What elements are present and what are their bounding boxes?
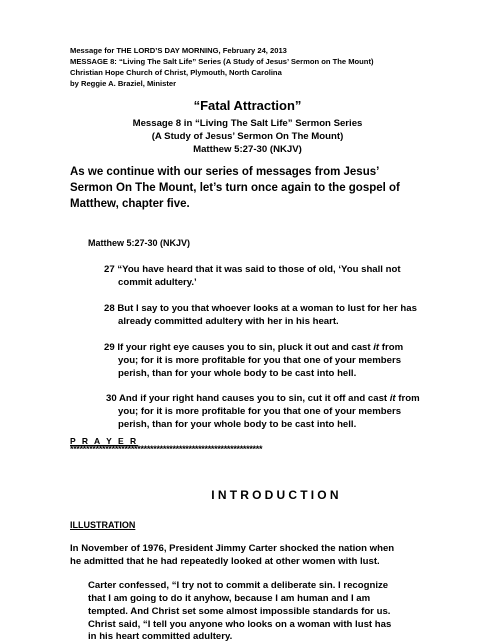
header-line-message: MESSAGE 8: “Living The Salt Life” Series (A Study of Jesus’ Sermon on The Mount) — [70, 57, 374, 66]
verse-30-line: you; for it is more profitable for you that one of your members — [118, 406, 402, 417]
verse-28-line: already committed adultery with her in his heart. — [118, 316, 339, 327]
carter-quote-line: in his heart committed adultery. — [88, 631, 233, 642]
intro-paragraph-line: Matthew, chapter five. — [70, 198, 190, 210]
illustration-paragraph-line: In November of 1976, President Jimmy Carter shocked the nation when — [70, 543, 395, 554]
carter-quote-line: Carter confessed, “I try not to commit a deliberate sin. I recognize — [88, 580, 389, 591]
intro-paragraph-line: As we continue with our series of messages from Jesus’ — [70, 166, 380, 178]
sermon-subtitle-series: Message 8 in “Living The Salt Life” Sermon Series — [132, 118, 363, 129]
carter-quote-line: that I am going to do it anyhow, because I am human and I am — [88, 593, 371, 604]
sermon-subtitle-study: (A Study of Jesus’ Sermon On The Mount) — [151, 131, 344, 142]
verse-30-italic-word: it — [389, 393, 396, 404]
verse-29-line: you; for it is more profitable for you that one of your members — [118, 355, 402, 366]
sermon-subtitle-reference: Matthew 5:27-30 (NKJV) — [193, 144, 302, 155]
scripture-reference: Matthew 5:27-30 (NKJV) — [88, 238, 191, 248]
intro-paragraph-line: Sermon On The Mount, let’s turn once again to the gospel of — [70, 182, 400, 194]
verse-29-line: 29 If your right eye causes you to sin, pluck it out and cast it from — [104, 342, 404, 353]
carter-quote-line: Christ said, “I tell you anyone who looks on a woman with lust has — [88, 619, 392, 630]
verse-30-line: 30 And if your right hand causes you to sin, cut it off and cast it from — [106, 393, 420, 404]
verse-30-line: perish, than for your whole body to be cast into hell. — [118, 419, 357, 430]
verse-29-italic-word: it — [373, 342, 380, 353]
introduction-heading: INTRODUCTION — [211, 488, 342, 502]
header-line-author: by Reggie A. Braziel, Minister — [70, 79, 177, 88]
prayer-label: P R A Y E R — [70, 436, 139, 446]
sermon-title: “Fatal Attraction” — [193, 98, 302, 113]
verse-29-line: perish, than for your whole body to be cast into hell. — [118, 368, 357, 379]
verse-27-line: 27 “You have heard that it was said to those of old, ‘You shall not — [104, 264, 401, 275]
carter-quote-line: tempted. And Christ set some almost impossible standards for us. — [88, 606, 391, 617]
header-line-church: Christian Hope Church of Christ, Plymouth, North Carolina — [70, 68, 282, 77]
illustration-label: ILLUSTRATION — [70, 520, 136, 530]
header-line-date: Message for THE LORD’S DAY MORNING, February 24, 2013 — [70, 46, 287, 55]
star-divider: ************************************************************ — [70, 444, 263, 454]
verse-27-line: commit adultery.’ — [118, 277, 197, 288]
verse-28-line: 28 But I say to you that whoever looks at a woman to lust for her has — [104, 303, 417, 314]
illustration-paragraph-line: he admitted that he had repeatedly looked at other women with lust. — [70, 556, 380, 567]
